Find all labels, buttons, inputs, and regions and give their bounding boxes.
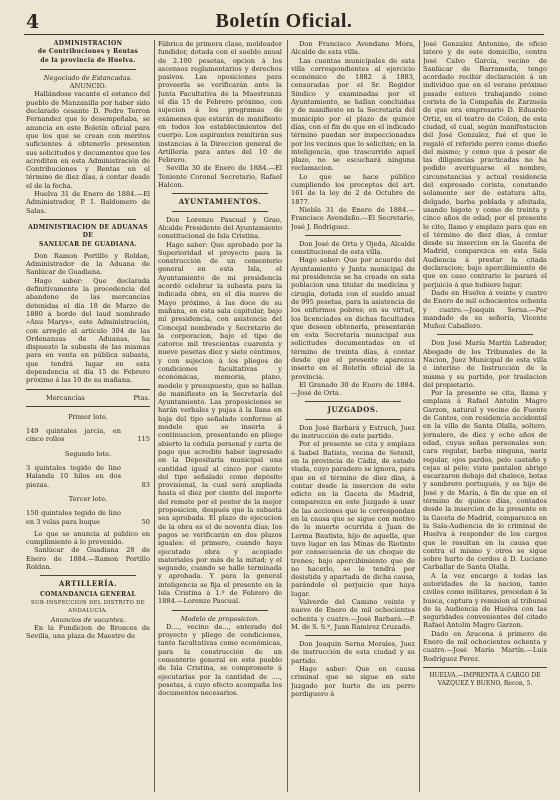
paragraph: Don Joaquin Serna Morales, Juez de instrucción de esta ciudad y su partido. (291, 640, 415, 665)
paragraph: Don Lorenzo Pascual y Grao, Alcalde Presidente del Ayuntamiento constitucional de Isla Cristina. (158, 215, 282, 241)
column-2 (158, 40, 282, 792)
page-header (24, 10, 544, 35)
paragraph: Don Francisco Avendano Mora, Alcalde de esta villa. (291, 40, 415, 57)
paragraph: Las cuentas municipales de esta villa correspondientes al ejercicio económico de 1882 á 1883, censuradas por el Sr. Regidor Síndico y examinadas por el Ayuntamiento, se hallan concluidas y de manifiesto en la Secretaría del municipio por el plazo de quince días, con el fin de que en el indicado término puedan ser inspeccionadas por los vecinos que lo soliciten; en la inteligencia, que trascurrido aquel plazo, no se escuchará ninguna reclamacion. (291, 56, 415, 173)
paragraph: D...., vecino de..., enterado del proyecto y pliego de condiciones, tanto facultativas como económicas, para la construcción de un cementerio general en este pueblo de Isla Cristina, se compromete á ejecutarlas por la cantidad de ...., pesetas, á cuyo efecto acompaña los documentos necesarios. (158, 622, 282, 698)
page-title: Boletín Oficial. (215, 10, 353, 32)
divider (423, 667, 547, 668)
paragraph: Por la presente se cita, llama y emplaza á Rafael Antolin Magro Garzon, natural y vecino de Fuente de Cantos, con residencia accidental en la villa de Santa Olalla, soltero, jornalero, de diez y ocho años de edad, cuyas señas personales son: cara regular, barba ninguna, nariz regular, ojos pardos, pelo castaño y cejas al pelo; viste pantalon abrigo escarzaron debajo del chaleco, botas y sombrero portugués, y es hijo de José y de María, á fin de que en el término de quince días, contados desde la insercion de la presente en la Gaceta de Madrid, comparezca en la Sala-Audiencia de lo criminal de Huelva á responder de los cargos que le resultan en la causa que contra el mismo y otros se sigue sobre hurto de cerdos á D. Luciano Carballar de Santa Olalla. (423, 389, 547, 572)
paragraph: El Granado 30 de Enero de 1884.—José de Orta. (291, 380, 415, 398)
column-1 (26, 40, 150, 792)
table-row (26, 509, 150, 526)
lot-item: 149 quintales jarcia, en cinco rollos (26, 427, 121, 444)
table-rule (26, 406, 150, 407)
divider (437, 334, 533, 335)
section-heading: ADMINISTRACION DE ADUANAS (28, 223, 148, 231)
paragraph: Lo que se anuncia al público en cumplimiento á lo prevenido. (26, 529, 150, 547)
paragraph: Sevilla 30 de Enero de 1884.—El Teniente Coronel Secretario, Rafael Halcon. (158, 164, 282, 190)
table-header-goods: Mercancías (46, 393, 85, 402)
column-divider (419, 40, 420, 792)
table-header (26, 394, 150, 402)
lot-item: 150 quintales tegido de lino en 3 velas para buque (26, 509, 121, 526)
divider (172, 211, 268, 212)
paragraph: Valverde del Camino veinte y nueve de Enero de mil ochocientos ochenta y cuatro.—José Barbará.—P. M. de S. S.ª, Juan Ramirez Cruzado. (291, 598, 415, 631)
paragraph: Fábrica de primera clase, moldeador fundidor, dotada con el sueldo anual de 2.100 pesetas, opcion á los ascensos reglamentarios y derechos pasivos. Las oposiciones para proveerla se verificarán ante la Junta Facultativa de la Maestranza el día 15 de Febrero próximo, con sujecion á los programas de exámenes que estarán de manifiesto en todos los establecimientos del cuerpo. Los aspirantes remitirán sus instancias á la Direccion general de Artillería para antes del 10 de Febrero. (158, 40, 282, 165)
paragraph: Don José María Martín Labrador, Abogado de los Tribunales de la Nacion, Juez Municipal de esta villa é interino de Instrucción de la misma y su partido, por traslacion del propietario. (423, 339, 547, 389)
section-heading: JUZGADOS. (327, 405, 379, 415)
section-heading: ARTILLERÍA. (58, 579, 118, 589)
paragraph: A la vez encargo á todas las autoridades de la nacion, tanto civiles como militares, procedan á la busca, captura y remision al tribunal de la Audiencia de Huelva con las seguridades convenientes del citado Rafael Antolin Magro Garzon. (423, 571, 547, 630)
table-row (26, 427, 150, 444)
section-heading: COMANDANCIA GENERAL (40, 590, 136, 598)
paragraph: Dado en Aracena á primero de Enero de mil ochocientos ochenta y cuatro.—José María Martín.—Luis Rodríguez Perez. (423, 629, 547, 663)
section-heading: AYUNTAMIENTOS. (178, 197, 262, 207)
lot-title: Primer lote. (68, 412, 108, 421)
paragraph: Dado en Huelva á veinte y cuatro de Enero de mil ochocientos ochenta y cuatro.—Joaquin Serna.—Por mandado de su señoría, Vicente Muñoz Caballero. (423, 288, 547, 331)
section-heading: de la provincia de Huelva. (40, 56, 136, 64)
paragraph: Hallándose vacante el estanco del pueblo de Manzanilla por haber sido declarado cesante D. Pedro Terron Fernandez que lo desempeñaba, se anuncia en este Boletín oficial para que los que se crean con méritos suficientes á obtenerlo presenten sus solicitudes y documentos que les acrediten en esta Administración de Contribuciones y Rentas en el término de diez días, á contar desde el de la fecha. (26, 90, 150, 190)
lot-title: Tercer lote. (68, 494, 108, 503)
subheading: Anuncios de vacantes. (50, 615, 126, 624)
lot-value: 50 (141, 517, 150, 526)
paragraph: Hago saber: Que en causa criminal que se sigue en este Juzgado por hurto de un perro perdiguero á (291, 665, 415, 698)
table-header-pesetas: Ptas. (133, 393, 150, 402)
section-heading: de Contribuciones y Rentas (37, 48, 139, 56)
divider (40, 69, 136, 70)
table-rule (26, 389, 150, 390)
paragraph: Hago saber: Que por acuerdo del Ayuntamiento y Junta municipal de mi presidencia se ha creado en esta poblacion una titular de medicina y cirugía, dotada con el sueldo anual de 995 pesetas, para la asistencia de los enfermos pobres; en su virtud, los licenciados en dichas facultades que deseen obtenerla, presentarán en esta Secretaría municipal sus solicitudes documentadas en el término de treinta días, á contar desde que el presente aparezca inserto en el Boletín oficial de la provincia. (291, 256, 415, 381)
imprint: HUELVA.—IMPRENTA Á CARGO DE VAZQUEZ Y BUENO, Recon, 5. (429, 671, 541, 688)
divider (305, 419, 401, 420)
lot-value: 83 (141, 480, 150, 489)
paragraph: Niebla 31 de Enero de 1884.—Francisco Avendaño.—El Secretario, José J. Rodriguez. (291, 205, 415, 231)
divider (172, 193, 268, 194)
section-heading: SANLUCAR DE GUADIANA. (39, 240, 137, 248)
paragraph: Don Ramon Portillo y Roldan, Administrador de la Aduana de Sanlúcar de Guadiana. (26, 251, 150, 277)
column-divider (287, 40, 288, 792)
section-heading: DE (82, 232, 94, 240)
divider (172, 610, 268, 611)
divider (305, 235, 401, 236)
column-3 (291, 40, 415, 792)
lot-item: 3 quintales tegido de lino Halanda 10 hilos en dos piezas. (26, 464, 121, 489)
section-heading: SUB-INSPECCION DEL DISTRITO DE ANDALUCÍA. (31, 599, 145, 615)
column-divider (154, 40, 155, 792)
divider (305, 401, 401, 402)
paragraph: José Gonzalez Antonino, de oficio latero y de este domicilio, contra José Calvo García, vecino de Sanlúcar de Barrameda, tengo acordado recibir declaración á un individuo que en el verano próximo pasado estuvo trabajando como corista de la Compañía de Zarzuela de que era empresario D. Eduardo Ortiz, en el teatro de Colon, de esta ciudad, el cual, según manifestacion del José Gonzalez, fué el que le regaló el referido perro como dueño del mismo; y como que á pesar de las diligencias practicadas no ha podido averiguarse el nombre, circunstancias y actual residencia del expresado corista, constando solamente ser de estatura alta, delgado, barba poblada y afeitada, usando bigote y como de treinta y cinco años de edad; por el presente le cito, llamo y emplazo para que en el término de diez días, á contar desde su insercion en la Gaceta de Madrid, comparezca en esta Sala Audiencia á prestar la citada declaracion; bajo apercibimiento de que en caso contrario le parará el perjuicio á que hubiere lugar. (423, 40, 547, 289)
paragraph: Don José de Orta y Ojeda, Alcalde constitucional de esta villa. (291, 239, 415, 257)
column-4 (423, 40, 547, 792)
divider (40, 219, 136, 220)
paragraph: Sanlúcar de Guadiana 28 de Enero de 1884.—Ramon Portillo Roldan. (26, 546, 150, 572)
lot-value: 115 (137, 435, 150, 444)
paragraph: Lo que se hace público cumpliendo los preceptos del art. 161 de la ley de 2 de Octubre de 1877. (291, 172, 415, 206)
paragraph: Huelva 31 de Enero de 1884.—El Administrador, P. I. Baldomero de Salas. (26, 190, 150, 215)
table-row (26, 464, 150, 489)
paragraph: Por el presente se cita y emplaza á Isabel Batista, vecina de Setenil, en la provincia de Cádiz, de estado viuda, cuyo paradero se ignora, para que en el término de diez días, á contar desde la insercion de este edicto en la Gaceta de Madrid, comparezca en este Juzgado á usar de las acciones que le correspondan en la causa que se sigue con motivo de la muerte ocurrida á Juan de Lerma Bautista, hijo de aquella, que tuvo lugar en las Minas de Riotinto por consecuencia de un choque de trenes; bajo apercibimiento que de no hacerlo, se le tendrá por desistida y apartada de dicha causa, parándole el perjuicio que haya lugar. (291, 440, 415, 598)
section-heading: ADMINISTRACION (53, 40, 123, 47)
paragraph: Hago saber: Que declarada definitivamente la procedencia del abandono de las mercancías detenidas el día 18 de Marzo de 1880 á bordo del laud nombrado «Anu Marys», este Administración, con arreglo al artículo 304 de las Ordenanzas de Aduanas, ha dispuesto la subasta de las mismas para en venta en pública subasta, que tendrá lugar en esta dependencia el día 15 de Febrero próximo á las 10 de su mañana. (26, 276, 150, 385)
divider (305, 635, 401, 636)
subheading: Negociado de Estancadas. (43, 73, 133, 82)
anuncio-heading: ANUNCIO. (69, 82, 107, 91)
paragraph: Don José Barbará y Estruch, Juez de instrucción de este partido. (291, 423, 415, 441)
page-number: 4 (26, 11, 40, 33)
lot-title: Segundo lote. (64, 449, 112, 458)
divider (40, 575, 136, 576)
subheading: Modelo de proposicion. (180, 614, 260, 623)
paragraph: Hago saber: Que aprobado por la Superioridad el proyecto para la construcción de un cementerio general en esta Isla, el Ayuntamiento de mi presidencia acordó celebrar la subasta para la indicada obra, en el día nueve de Mayo próximo, á las doce de su mañana, en esta sala capitular, bajo mi presidencia, con asistencia del Concejal nombrado y Secretario de la corporacion, bajo el tipo de catorce mil trescientas cuarenta y nueve pesetas diez y siete céntimos, y con sujecion á los pliegos de condiciones facultativas y económicas, memoria, plano, modelo y presupuesto, que se hallan de manifiesto en la Secretaría del Ayuntamiento. Las proposiciones se harán verbales y pujas á la llana en baja del tipo señalado conforme al modelo que se inserta á continuacion, presentando en pliego abierto la cédula personal y carta de pago que acredite haber ingresado en la Depositaría municipal una cantidad igual al cinco por ciento del tipo señalado como depósito provisional, la cual será ampliada hasta el diez por ciento del importe del remate por el postor de la mejor proposicion, después que la subasta sea aprobada. El plazo de ejecucion de la obra es el de noventa días; los pagos se verificarán en dos plazos iguales: el primero, cuando haya ejecutado obra y acopiado materiales por más de la mitad; y el segundo, cuando se halle terminada y aprobada. Y para la general inteligencia se fija el presente en la Isla Cristina á 1.º de Febrero de 1884.—Lorenzo Pascual. (158, 240, 282, 606)
paragraph: En la Fundicion de Bronces de Sevilla, una plaza de Maestro de (26, 623, 150, 641)
